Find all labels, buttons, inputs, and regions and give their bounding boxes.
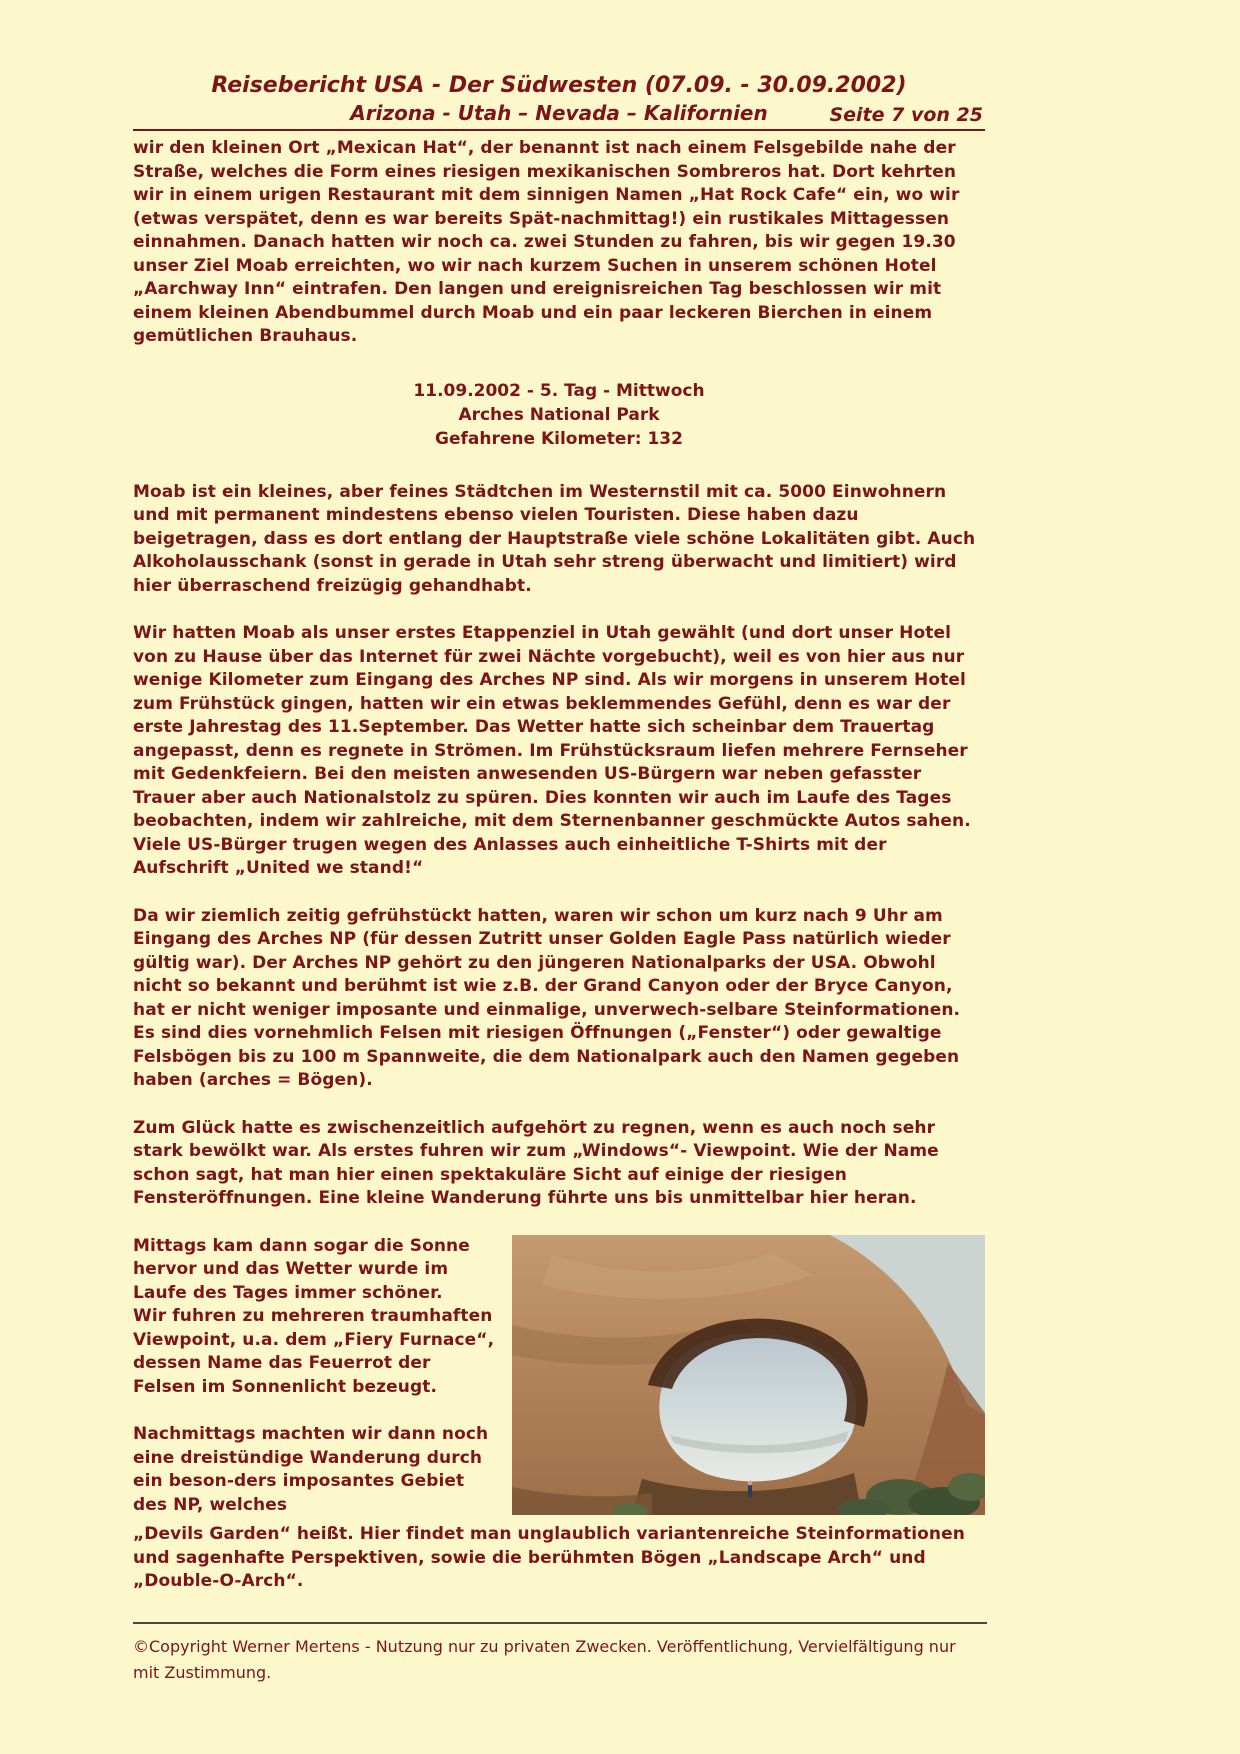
paragraph-mittags <box>133 1235 498 1400</box>
paragraph-devils-garden: „Devils Garden“ heißt. Hier findet man unglaublich variantenreiche Steinformationen und sagenhafte Perspektiven, sowie die berühmten Bögen „Landscape Arch“ und „Double-O-Arch“. <box>133 1524 965 1591</box>
report-title: Reisebericht USA - Der Südwesten (07.09. - 30.09.2002) <box>211 73 907 98</box>
text-photo-row <box>133 1235 985 1518</box>
page-number: Seite 7 von 25 <box>829 104 983 126</box>
header-subtitle-row <box>133 100 985 131</box>
arch-photo-graphic <box>512 1235 985 1515</box>
paragraph-moab: Moab ist ein kleines, aber feines Städtchen im Westernstil mit ca. 5000 Einwohnern und mit permanent mindestens ebenso vielen Touristen. Diese haben dazu beigetragen, dass es dort entlang der Hauptstraße viele schöne Lokalitäten gibt. Auch Alkoholausschank (sonst in gerade in Utah sehr streng überwacht und limitiert) wird hier überraschend freizügig gehandhabt. <box>133 481 976 596</box>
paragraph-windows-viewpoint: Zum Glück hatte es zwischenzeitlich aufgehört zu regnen, wenn es auch noch sehr stark bewölkt war. Als erstes fuhren wir zum „Windows“- Viewpoint. Wie der Name schon sagt, hat man hier einen spektakuläre Sicht auf einige der riesigen Fensteröffnungen. Eine kleine Wanderung führte uns bis unmittelbar hier heran. <box>133 1117 939 1208</box>
day-heading <box>133 379 985 451</box>
paragraph-mexican-hat: wir den kleinen Ort „Mexican Hat“, der benannt ist nach einem Felsgebilde nahe der Straße, welches die Form eines riesigen mexikanischen Sombreros hat. Dort kehrten wir in einem urigen Restaurant mit dem sinnigen Namen „Hat Rock Cafe“ ein, wo wir (etwas verspätet, denn es war bereits Spät-nachmittag!) ein rustikales Mittagessen einnahmen. Danach hatten wir noch ca. zwei Stunden zu fahren, bis wir gegen 19.30 unser Ziel Moab erreichten, wo wir nach kurzem Suchen in unserem schönen Hotel „Aarchway Inn“ eintrafen. Den langen und ereignisreichen Tag beschlossen wir mit einem kleinen Abendbummel durch Moab und ein paar leckeren Bierchen in einem gemütlichen Brauhaus. <box>133 138 960 346</box>
wrapped-text-column <box>133 1235 498 1518</box>
paragraph-nachmittags: Nachmittags machten wir dann noch eine dreistündige Wanderung durch ein beson-ders imposantes Gebiet des NP, welches <box>133 1424 489 1515</box>
day-heading-date: 11.09.2002 - 5. Tag - Mittwoch <box>413 380 705 401</box>
page-content <box>133 72 985 1594</box>
day-heading-kilometer: Gefahrene Kilometer: 132 <box>435 428 683 449</box>
day-heading-park: Arches National Park <box>458 404 660 425</box>
footer-copyright: ©Copyright Werner Mertens - Nutzung nur zu privaten Zwecken. Veröffentlichung, Vervielfältigung nur mit Zustimmung. <box>133 1622 987 1686</box>
arch-photo <box>512 1235 985 1515</box>
paragraph-arches-np: Da wir ziemlich zeitig gefrühstückt hatten, waren wir schon um kurz nach 9 Uhr am Eingang des Arches NP (für dessen Zutritt unser Golden Eagle Pass natürlich wieder gültig war). Der Arches NP gehört zu den jüngeren Nationalparks der USA. Obwohl nicht so bekannt und berühmt ist wie z.B. der Grand Canyon oder der Bryce Canyon, hat er nicht weniger imposante und einmalige, unverwech-selbare Steinformationen. Es sind dies vornehmlich Felsen mit riesigen Öffnungen („Fenster“) oder gewaltige Felsbögen bis zu 100 m Spannweite, die dem Nationalpark auch den Namen gegeben haben (arches = Bögen). <box>133 905 961 1090</box>
report-subtitle: Arizona - Utah – Nevada – Kalifornien <box>350 101 768 125</box>
paragraph-etappenziel: Wir hatten Moab als unser erstes Etappenziel in Utah gewählt (und dort unser Hotel von zu Hause über das Internet für zwei Nächte vorgebucht), weil es von hier aus nur wenige Kilometer zum Eingang des Arches NP sind. Als wir morgens in unserem Hotel zum Frühstück gingen, hatten wir ein etwas beklemmendes Gefühl, denn es war der erste Jahrestag des 11.September. Das Wetter hatte sich scheinbar dem Trauertag angepasst, denn es regnete in Strömen. Im Frühstücksraum liefen mehrere Fernseher mit Gedenkfeiern. Bei den meisten anwesenden US-Bürgern war neben gefasster Trauer aber auch Nationalstolz zu spüren. Dies konnten wir auch im Laufe des Tages beobachten, indem wir zahlreiche, mit dem Sternenbanner geschmückte Autos sahen. Viele US-Bürger trugen wegen des Anlasses auch einheitliche T-Shirts mit der Aufschrift „United we stand!“ <box>133 623 971 878</box>
paragraph-mittags-line1: Mittags kam dann sogar die Sonne hervor und das Wetter wurde im Laufe des Tages immer schöner. <box>133 1235 470 1303</box>
paragraph-mittags-line2: Wir fuhren zu mehreren traumhaften Viewpoint, u.a. dem „Fiery Furnace“, dessen Name das Feuerrot der Felsen im Sonnenlicht bezeugt. <box>133 1306 495 1397</box>
